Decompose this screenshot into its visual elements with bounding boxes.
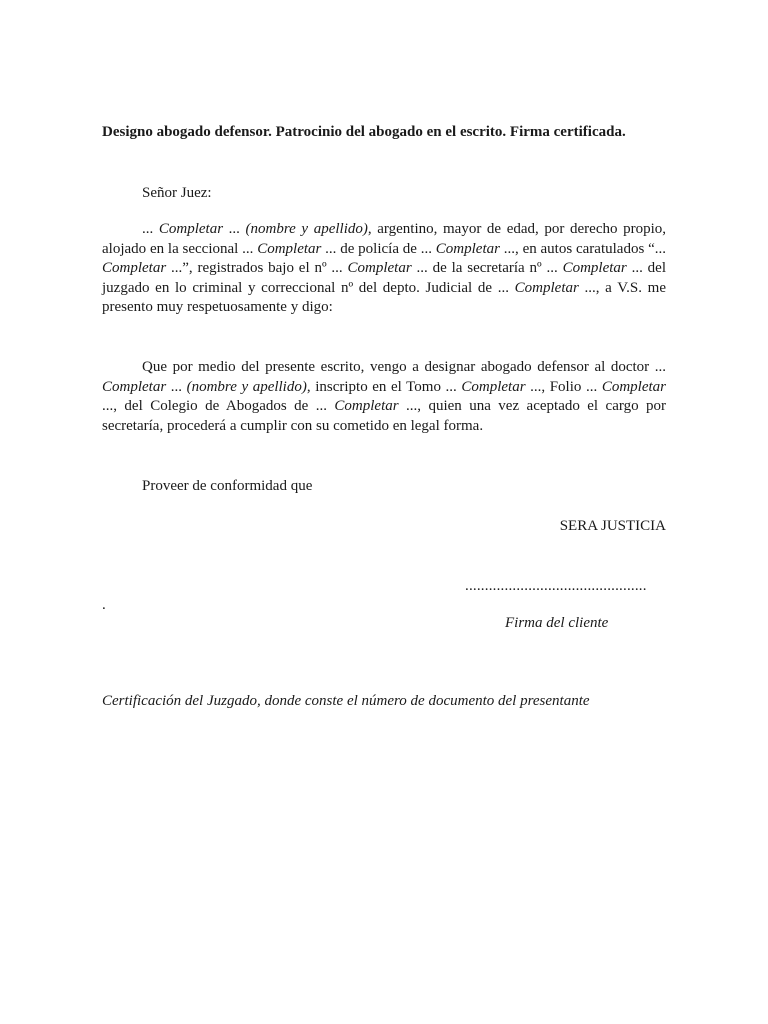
document-title: Designo abogado defensor. Patrocinio del abogado en el escrito. Firma certificada. (102, 124, 626, 140)
salutation: Señor Juez: (142, 185, 212, 201)
placeholder-text: Completar (102, 260, 167, 277)
paragraph-text: ..., del Colegio de Abogados de ... (102, 398, 335, 415)
paragraph-presentation (102, 220, 666, 318)
paragraph-text: ... del juzgado en lo criminal y correccional nº del depto. Judicial de ... (102, 260, 667, 296)
placeholder-text: Completar (158, 221, 224, 237)
placeholder-text: Completar (461, 378, 526, 395)
paragraph-text: ... de policía de ... (321, 240, 436, 257)
paragraph-text: ..., a V.S. me presento muy respetuosamente y digo: (102, 279, 666, 316)
paragraph-text: ... (142, 221, 159, 237)
placeholder-text: Completar (347, 260, 412, 277)
placeholder-text: Completar (435, 240, 500, 257)
paragraph-text: , argentino, mayor de edad, por derecho propio, alojado en la seccional ... (102, 221, 667, 257)
stray-dot: . (102, 597, 106, 613)
placeholder-text: Completar (514, 279, 579, 296)
paragraph-designation (102, 358, 666, 436)
paragraph-text: , inscripto en el Tomo ... (306, 378, 462, 395)
paragraph-text: ... (223, 221, 246, 237)
placeholder-text: (nombre y apellido) (186, 378, 307, 395)
placeholder-text: (nombre y apellido) (245, 221, 368, 237)
certification-note: Certificación del Juzgado, donde conste el número de documento del presentante (102, 693, 590, 709)
paragraph-text: ... (166, 378, 187, 395)
paragraph-text: Que por medio del presente escrito, vengo a designar abogado defensor al doctor ... (142, 359, 666, 375)
paragraph-text: ..., quien una vez aceptado el cargo por secretaría, procederá a cumplir con su cometido en legal forma. (102, 398, 667, 434)
placeholder-text: Completar (601, 378, 666, 395)
placeholder-text: Completar (102, 378, 167, 395)
signature-line: .............................................. (465, 578, 647, 594)
placeholder-text: Completar (562, 260, 627, 277)
signature-label: Firma del cliente (505, 615, 609, 631)
paragraph-text: ...”, registrados bajo el nº ... (166, 260, 348, 277)
paragraph-text: ... de la secretaría nº ... (411, 260, 563, 277)
paragraph-text: ..., en autos caratulados “... (499, 240, 666, 257)
paragraph-text: ..., Folio ... (525, 378, 602, 395)
placeholder-text: Completar (257, 240, 322, 257)
proveer-line: Proveer de conformidad que (142, 478, 313, 494)
placeholder-text: Completar (334, 398, 399, 415)
sera-justicia: SERA JUSTICIA (559, 518, 666, 534)
